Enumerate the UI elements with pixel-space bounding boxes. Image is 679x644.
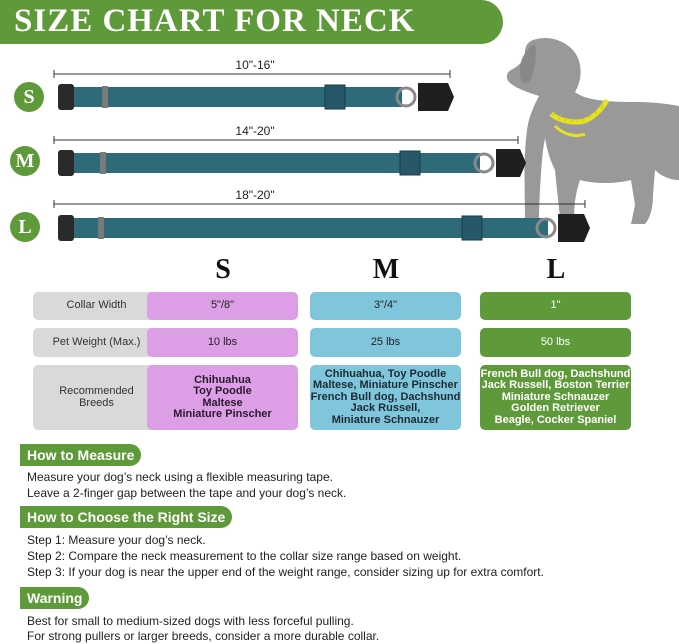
breeds-l <box>480 365 631 430</box>
collar-l-illustration <box>50 196 600 246</box>
size-s-range: 10"-16" <box>235 58 275 72</box>
pet-weight-m: 25 lbs <box>310 328 461 357</box>
how-to-choose-heading: How to Choose the Right Size <box>20 506 232 528</box>
collar-s-illustration <box>50 66 470 112</box>
pet-weight-s: 10 lbs <box>147 328 298 357</box>
breed-item: Miniature Schnauzer <box>331 413 440 426</box>
size-l-badge: L <box>10 212 40 242</box>
breed-item: French Bull dog, Dachshund <box>480 367 631 380</box>
row-label-recommended-breeds <box>33 365 160 430</box>
breed-item: Jack Russell, Boston Terrier <box>481 379 630 392</box>
breed-item: Maltese, Miniature Pinscher <box>313 379 458 392</box>
collar-m-illustration <box>50 132 540 178</box>
breed-item: French Bull dog, Dachshund <box>310 390 461 403</box>
breed-item: Miniature Pinscher <box>173 408 272 420</box>
collar-width-s: 5"/8" <box>147 292 298 320</box>
breed-item: Toy Poodle <box>193 385 252 397</box>
how-to-measure-heading: How to Measure <box>20 444 141 466</box>
size-m-range: 14"-20" <box>235 124 275 138</box>
title-banner <box>0 0 503 44</box>
collar-width-m: 3"/4" <box>310 292 461 320</box>
breed-item: Chihuahua, Toy Poodle <box>324 367 447 380</box>
collar-width-l: 1" <box>480 292 631 320</box>
breeds-m <box>310 365 461 430</box>
row-label-collar-width: Collar Width <box>33 292 160 320</box>
breed-item: Miniature Schnauzer <box>501 390 610 403</box>
measure-line: Leave a 2-finger gap between the tape and your dog’s neck. <box>27 486 347 500</box>
warning-heading: Warning <box>20 587 89 609</box>
choose-step-line: Step 3: If your dog is near the upper end of the weight range, consider sizing up for extra comfort. <box>27 565 544 579</box>
choose-step-line: Step 1: Measure your dog’s neck. <box>27 533 206 547</box>
breed-item: Beagle, Cocker Spaniel <box>494 413 617 426</box>
breed-item: Golden Retriever <box>511 402 600 415</box>
size-m-badge: M <box>10 146 40 176</box>
measure-line: Measure your dog’s neck using a flexible measuring tape. <box>27 470 333 484</box>
breeds-label-line: Recommended <box>59 385 134 397</box>
page-title: SIZE CHART FOR NECK <box>14 3 416 39</box>
column-head-m: M <box>372 254 400 285</box>
breed-item: Maltese <box>202 396 243 409</box>
column-head-s: S <box>215 254 231 285</box>
breed-item: Chihuahua <box>194 373 251 386</box>
size-l-range: 18"-20" <box>235 188 275 202</box>
warning-line: For strong pullers or larger breeds, consider a more durable collar. <box>27 629 380 643</box>
choose-step-line: Step 2: Compare the neck measurement to the collar size range based on weight. <box>27 549 462 563</box>
size-s-badge: S <box>14 82 44 112</box>
warning-line: Best for small to medium-sized dogs with less forceful pulling. <box>27 614 354 628</box>
column-head-l: L <box>546 254 566 285</box>
breeds-label-line: Breeds <box>79 396 114 409</box>
pet-weight-l: 50 lbs <box>480 328 631 357</box>
breed-item: Jack Russell, <box>350 402 421 415</box>
breeds-s <box>147 365 298 430</box>
row-label-pet-weight: Pet Weight (Max.) <box>33 328 160 357</box>
